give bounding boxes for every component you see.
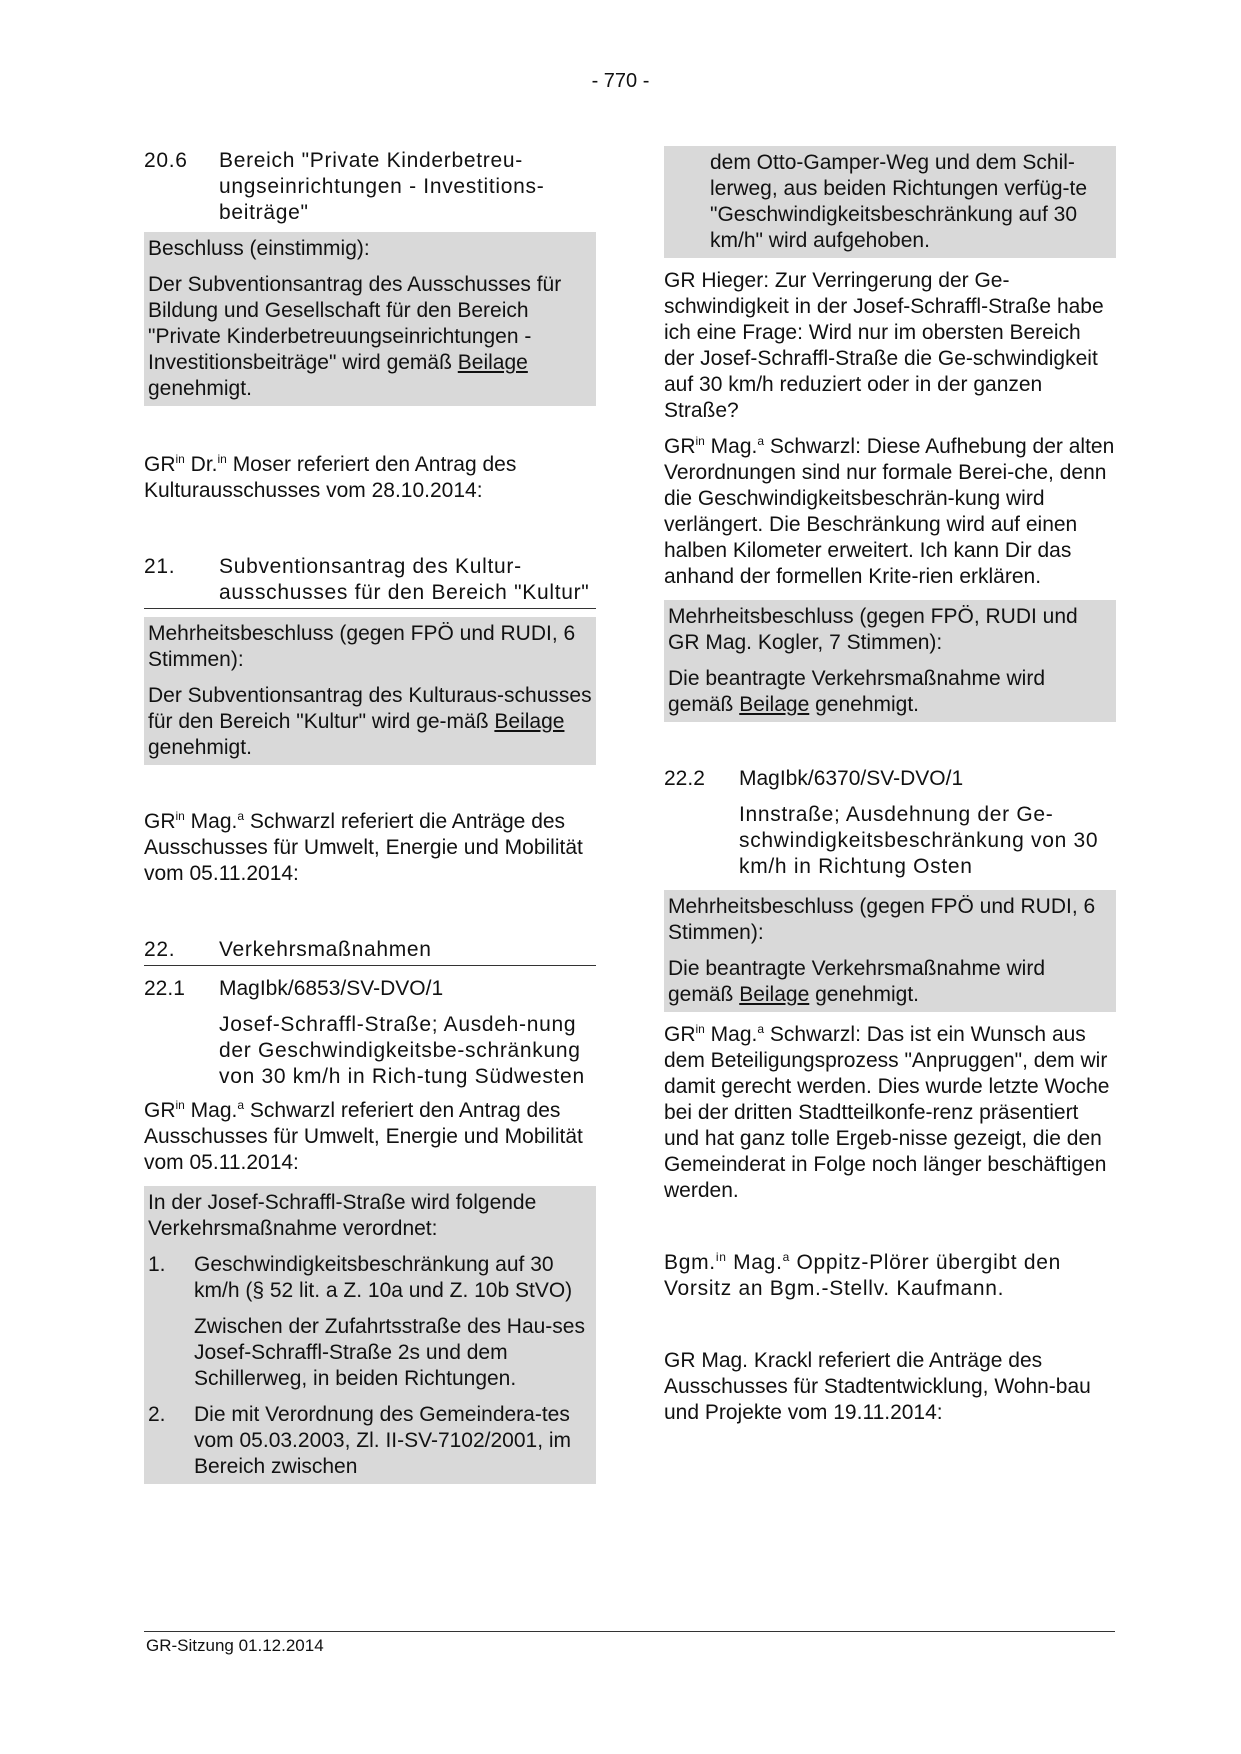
section-code: MagIbk/6370/SV-DVO/1	[739, 767, 964, 790]
schwarzl-answer: $GR^{in}$ Mag.$^a$ Schwarzl: Diese Aufhebung der alten Verordnungen sind nur formale Berei-che, denn die Geschwindigkeitsbeschrän-kung wird verlängert. Die Beschränkung wird auf einen halben Kilometer erweitert. Ich kann Dir das anhand der formellen Krite-rien erklären.	[664, 434, 1115, 588]
list-item-subtext: Zwischen der Zufahrtsstraße des Hau-ses Josef-Schraffl-Straße 2s und dem Schillerweg, in beiden Richtungen.	[194, 1315, 585, 1390]
resolution-text: Die beantragte Verkehrsmaßnahme wird gemäß Beilage genehmigt.	[668, 957, 1046, 1006]
resolution-box	[664, 890, 1116, 1012]
resolution-text: Der Subventionsantrag des Ausschusses für Bildung und Gesellschaft für den Bereich "Private Kinderbetreuungseinrichtungen - Investitionsbeiträge" wird gemäß Beilage genehmigt.	[148, 273, 562, 400]
referral-paragraph: $GR^{in}$ Mag.$^a$ Schwarzl referiert die Anträge des Ausschusses für Umwelt, Energie und Mobilität vom 05.11.2014:	[144, 809, 583, 885]
left-column	[144, 148, 596, 1484]
section-description: Innstraße; Ausdehnung der Ge-schwindigkeitsbeschränkung von 30 km/h in Richtung Osten	[739, 803, 1099, 878]
beilage-link[interactable]: Beilage	[494, 710, 565, 733]
ordinance-continuation-text: dem Otto-Gamper-Weg und dem Schil-lerweg, aus beiden Richtungen verfüg-te "Geschwindigkeitsbeschränkung auf 30 km/h" wird aufgehoben.	[710, 151, 1088, 252]
footer-divider	[144, 1631, 1115, 1632]
footer-session-date: GR-Sitzung 01.12.2014	[146, 1636, 324, 1655]
resolution-box	[144, 617, 596, 765]
schwarzl-statement: $GR^{in}$ Mag.$^a$ Schwarzl: Das ist ein Wunsch aus dem Beteiligungsprozess "Anpruggen", dem wir damit gerecht werden. Dies wurde letzte Woche bei der dritten Stadtteilkonfe-renz präsentiert und hat ganz tolle Ergeb-nisse gezeigt, die den Gemeinderat in Folge noch länger beschäftigen werden.	[664, 1022, 1110, 1202]
section-number: 22.2	[664, 767, 705, 790]
beilage-link[interactable]: Beilage	[739, 693, 810, 716]
referral-paragraph: $GR^{in}$ Dr.$^{in}$ Moser referiert den Antrag des Kulturausschusses vom 28.10.2014:	[144, 452, 517, 502]
section-title: Subventionsantrag des Kultur-ausschusses für den Bereich "Kultur"	[219, 555, 590, 604]
resolution-box	[144, 232, 596, 406]
resolution-label: Beschluss (einstimmig):	[148, 237, 370, 260]
resolution-text: Der Subventionsantrag des Kulturaus-schusses für den Bereich "Kultur" wird ge-mäß Beilage genehmigt.	[148, 684, 592, 759]
section-number: 22.1	[144, 977, 185, 1000]
section-number: 20.6	[144, 149, 188, 172]
chair-handover: Bgm.$^{in}$ Mag.$^a$ Oppitz-Plörer übergibt den Vorsitz an Bgm.-Stellv. Kaufmann.	[664, 1250, 1062, 1300]
list-item-text: Geschwindigkeitsbeschränkung auf 30 km/h (§ 52 lit. a Z. 10a und Z. 10b StVO)	[194, 1253, 573, 1302]
list-item-text: Die mit Verordnung des Gemeindera-tes vom 05.03.2003, Zl. II-SV-7102/2001, im Bereich zwischen	[194, 1403, 572, 1478]
list-item: 2. Die mit Verordnung des Gemeindera-tes vom 05.03.2003, Zl. II-SV-7102/2001, im Bereich zwischen	[148, 1402, 592, 1480]
referral-paragraph: $GR^{in}$ Mag.$^a$ Schwarzl referiert den Antrag des Ausschusses für Umwelt, Energie und Mobilität vom 05.11.2014:	[144, 1098, 583, 1174]
resolution-text: Die beantragte Verkehrsmaßnahme wird gemäß Beilage genehmigt.	[668, 667, 1046, 716]
page-number: - 770 -	[591, 70, 650, 92]
section-20-6-heading	[144, 148, 596, 226]
beilage-link[interactable]: Beilage	[457, 351, 528, 374]
resolution-label: Mehrheitsbeschluss (gegen FPÖ und RUDI, 6 Stimmen):	[668, 895, 1096, 944]
resolution-label: Mehrheitsbeschluss (gegen FPÖ, RUDI und GR Mag. Kogler, 7 Stimmen):	[668, 605, 1078, 654]
section-22-heading	[144, 937, 596, 966]
krackl-referral: GR Mag. Krackl referiert die Anträge des Ausschusses für Stadtentwicklung, Wohn-bau und Projekte vom 19.11.2014:	[664, 1349, 1091, 1424]
section-number: 22.	[144, 938, 176, 961]
right-column	[664, 148, 1116, 1426]
section-22-1-heading	[144, 976, 596, 1002]
beilage-link[interactable]: Beilage	[739, 983, 810, 1006]
section-title: Bereich "Private Kinderbetreu-ungseinrichtungen - Investitions-beiträge"	[219, 149, 545, 224]
section-title: Verkehrsmaßnahmen	[219, 938, 432, 961]
resolution-label: Mehrheitsbeschluss (gegen FPÖ und RUDI, 6 Stimmen):	[148, 622, 576, 671]
section-code: MagIbk/6853/SV-DVO/1	[219, 977, 444, 1000]
resolution-box	[664, 600, 1116, 722]
ordinance-box	[144, 1186, 596, 1484]
section-description: Josef-Schraffl-Straße; Ausdeh-nung der Geschwindigkeitsbe-schränkung von 30 km/h in Rich-tung Südwesten	[219, 1013, 585, 1088]
section-21-heading	[144, 554, 596, 609]
hieger-question: GR Hieger: Zur Verringerung der Ge-schwindigkeit in der Josef-Schraffl-Straße habe ich eine Frage: Wird nur im obersten Bereich der Josef-Schraffl-Straße die Ge-schwindigkeit auf 30 km/h reduziert oder in der ganzen Straße?	[664, 269, 1104, 422]
section-number: 21.	[144, 555, 176, 578]
ordinance-intro: In der Josef-Schraffl-Straße wird folgende Verkehrsmaßnahme verordnet:	[148, 1191, 537, 1240]
section-22-2-heading	[664, 766, 1116, 792]
list-item: 1. Geschwindigkeitsbeschränkung auf 30 km/h (§ 52 lit. a Z. 10a und Z. 10b StVO) Zwischen der Zufahrtsstraße des Hau-ses Josef-Schraffl-Straße 2s und dem Schillerweg, in beiden Richtungen.	[148, 1252, 592, 1392]
ordinance-continuation-box	[664, 146, 1116, 258]
